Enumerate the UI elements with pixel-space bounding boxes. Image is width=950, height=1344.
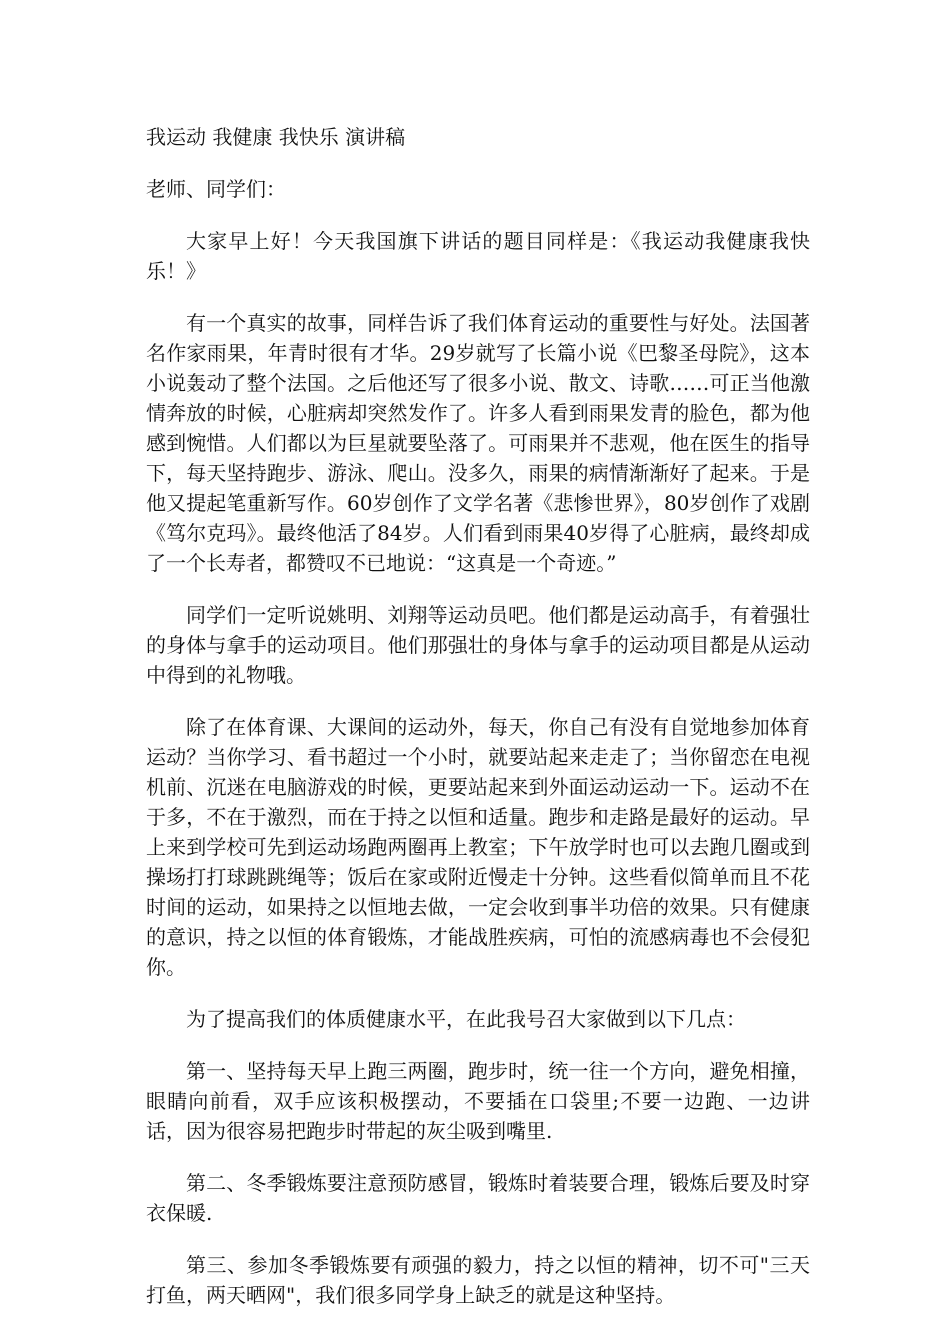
greeting-line: 老师、同学们： (146, 177, 286, 201)
paragraph-point-two: 第二、冬季锻炼要注意预防感冒，锻炼时着装要合理，锻炼后要及时穿衣保暖. (146, 1171, 810, 1225)
paragraph-athletes: 同学们一定听说姚明、刘翔等运动员吧。他们都是运动高手，有着强壮的身体与拿手的运动项目。他们那强壮的身体与拿手的运动项目都是从运动中得到的礼物哦。 (146, 603, 810, 687)
paragraph-opening: 大家早上好！今天我国旗下讲话的题目同样是：《我运动我健康我快乐！》 (146, 229, 810, 283)
paragraph-point-one: 第一、坚持每天早上跑三两圈，跑步时，统一往一个方向，避免相撞，眼睛向前看，双手应该积极摆动，不要插在口袋里;不要一边跑、一边讲话，因为很容易把跑步时带起的灰尘吸到嘴里. (146, 1059, 810, 1143)
paragraph-hugo-story: 有一个真实的故事，同样告诉了我们体育运动的重要性与好处。法国著名作家雨果，年青时很有才华。29岁就写了长篇小说《巴黎圣母院》，这本小说轰动了整个法国。之后他还写了很多小说、散文、诗歌……可正当他激情奔放的时候，心脏病却突然发作了。许多人看到雨果发青的脸色，都为他感到惋惜。人们都以为巨星就要坠落了。可雨果并不悲观，他在医生的指导下，每天坚持跑步、游泳、爬山。没多久，雨果的病情渐渐好了起来。于是他又提起笔重新写作。60岁创作了文学名著《悲惨世界》，80岁创作了戏剧《笃尔克玛》。最终他活了84岁。人们看到雨果40岁得了心脏病，最终却成了一个长寿者，都赞叹不已地说：“这真是一个奇迹。” (146, 311, 810, 575)
paragraph-daily-exercise: 除了在体育课、大课间的运动外，每天，你自己有没有自觉地参加体育运动？当你学习、看书超过一个小时，就要站起来走走了；当你留恋在电视机前、沉迷在电脑游戏的时候，更要站起来到外面运动运动一下。运动不在于多，不在于激烈，而在于持之以恒和适量。跑步和走路是最好的运动。早上来到学校可先到运动场跑两圈再上教室；下午放学时也可以去跑几圈或到操场打打球跳跳绳等；饭后在家或附近慢走十分钟。这些看似简单而且不花时间的运动，如果持之以恒地去做，一定会收到事半功倍的效果。只有健康的意识，持之以恒的体育锻炼，才能战胜疾病，可怕的流感病毒也不会侵犯你。 (146, 715, 810, 979)
paragraph-call-to-action: 为了提高我们的体质健康水平，在此我号召大家做到以下几点： (186, 1007, 746, 1031)
document-title: 我运动 我健康 我快乐 演讲稿 (146, 125, 406, 149)
document-body (146, 122, 810, 1310)
paragraph-point-three: 第三、参加冬季锻炼要有顽强的毅力，持之以恒的精神，切不可"三天打鱼，两天晒网"，我们很多同学身上缺乏的就是这种坚持。 (146, 1253, 810, 1307)
